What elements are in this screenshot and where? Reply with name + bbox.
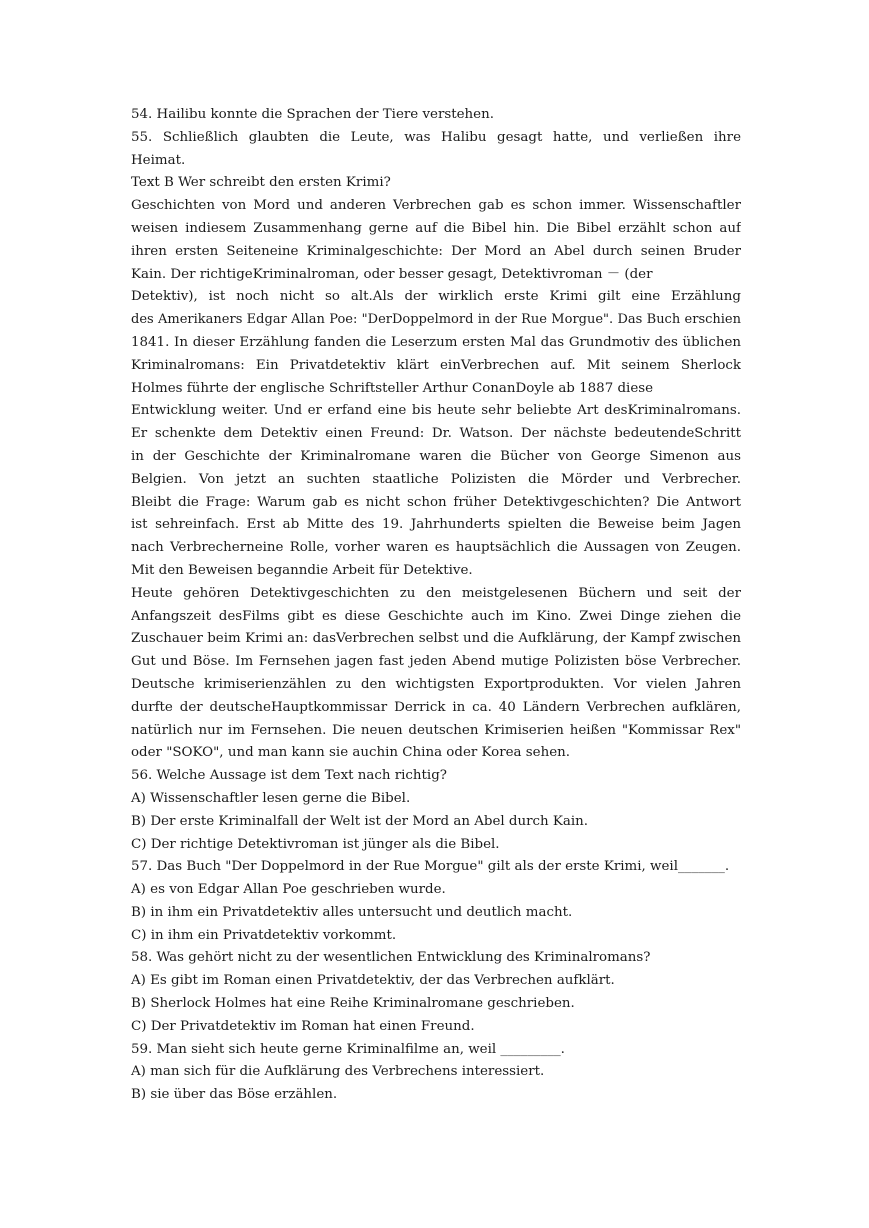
- text-line: C) Der Privatdetektiv im Roman hat einen Freund.: [131, 1018, 475, 1034]
- text-line: ist sehreinfach. Erst ab Mitte des 19. Jahrhunderts spielten die Beweise beim Jagen: [131, 517, 741, 533]
- text-line: Heute gehören Detektivgeschichten zu den meistgelesenen Büchern und seit der: [131, 585, 741, 601]
- text-line: ihren ersten Seiteneine Kriminalgeschichte: Der Mord an Abel durch seinen Bruder: [131, 243, 741, 259]
- text-line: des Amerikaners Edgar Allan Poe: "DerDoppelmord in der Rue Morgue". Das Buch erschien: [131, 312, 741, 328]
- text-line: Mit den Beweisen beganndie Arbeit für Detektive.: [131, 562, 473, 578]
- text-line: Kain. Der richtigeKriminalroman, oder besser gesagt, Detektivroman － (der: [131, 266, 653, 282]
- text-line: 59. Man sieht sich heute gerne Kriminalfilme an, weil _________.: [131, 1041, 565, 1057]
- text-line: 58. Was gehört nicht zu der wesentlichen Entwicklung des Kriminalromans?: [131, 950, 651, 966]
- text-line: B) Der erste Kriminalfall der Welt ist der Mord an Abel durch Kain.: [131, 813, 589, 829]
- text-line: 56. Welche Aussage ist dem Text nach richtig?: [131, 768, 447, 784]
- document-page: [131, 104, 741, 1107]
- text-line: in der Geschichte der Kriminalromane waren die Bücher von George Simenon aus: [131, 448, 741, 464]
- text-line: nach Verbrecherneine Rolle, vorher waren es hauptsächlich die Aussagen von Zeugen.: [131, 540, 741, 556]
- text-line: C) in ihm ein Privatdetektiv vorkommt.: [131, 927, 397, 943]
- text-line: Zuschauer beim Krimi an: dasVerbrechen selbst und die Aufklärung, der Kampf zwischen: [131, 631, 741, 647]
- text-line: 1841. In dieser Erzählung fanden die Leserzum ersten Mal das Grundmotiv des üblichen: [131, 334, 741, 350]
- text-line: B) in ihm ein Privatdetektiv alles untersucht und deutlich macht.: [131, 904, 573, 920]
- text-line: Belgien. Von jetzt an suchten staatliche Polizisten die Mörder und Verbrecher.: [131, 471, 741, 487]
- text-line: B) Sherlock Holmes hat eine Reihe Kriminalromane geschrieben.: [131, 996, 575, 1012]
- text-line: A) Wissenschaftler lesen gerne die Bibel.: [131, 790, 411, 806]
- text-line: Text B Wer schreibt den ersten Krimi?: [131, 175, 391, 191]
- text-line: A) es von Edgar Allan Poe geschrieben wurde.: [131, 882, 446, 898]
- text-line: Deutsche krimiserienzählen zu den wichtigsten Exportprodukten. Vor vielen Jahren: [131, 676, 741, 692]
- text-line: B) sie über das Böse erzählen.: [131, 1087, 338, 1103]
- text-line: Entwicklung weiter. Und er erfand eine bis heute sehr beliebte Art desKriminalromans.: [131, 403, 741, 419]
- text-line: durfte der deutscheHauptkommissar Derrick in ca. 40 Ländern Verbrechen aufklären,: [131, 699, 741, 715]
- text-line: Er schenkte dem Detektiv einen Freund: Dr. Watson. Der nächste bedeutendeSchritt: [131, 426, 741, 442]
- text-line: Holmes führte der englische Schriftsteller Arthur ConanDoyle ab 1887 diese: [131, 380, 654, 396]
- text-line: Bleibt die Frage: Warum gab es nicht schon früher Detektivgeschichten? Die Antwort: [131, 494, 741, 510]
- text-line: natürlich nur im Fernsehen. Die neuen deutschen Krimiserien heißen "Kommissar Rex": [131, 722, 741, 738]
- text-line: Detektiv), ist noch nicht so alt.Als der wirklich erste Krimi gilt eine Erzählung: [131, 289, 741, 305]
- text-line: 54. Hailibu konnte die Sprachen der Tiere verstehen.: [131, 107, 494, 122]
- text-line: 57. Das Buch "Der Doppelmord in der Rue Morgue" gilt als der erste Krimi, weil_______.: [131, 859, 730, 875]
- text-line: 55. Schließlich glaubten die Leute, was Halibu gesagt hatte, und verließen ihre: [131, 129, 741, 145]
- text-line: Geschichten von Mord und anderen Verbrechen gab es schon immer. Wissenschaftler: [131, 198, 741, 214]
- text-line: oder "SOKO", und man kann sie auchin China oder Korea sehen.: [131, 745, 571, 761]
- text-line: A) Es gibt im Roman einen Privatdetektiv, der das Verbrechen aufklärt.: [131, 973, 615, 989]
- text-line: Heimat.: [131, 152, 186, 168]
- text-line: Gut und Böse. Im Fernsehen jagen fast jeden Abend mutige Polizisten böse Verbrecher.: [131, 654, 741, 670]
- text-line: C) Der richtige Detektivroman ist jünger als die Bibel.: [131, 836, 500, 852]
- text-line: Kriminalromans: Ein Privatdetektiv klärt einVerbrechen auf. Mit seinem Sherlock: [131, 357, 741, 373]
- text-line: Anfangszeit desFilms gibt es diese Geschichte auch im Kino. Zwei Dinge ziehen die: [131, 608, 741, 624]
- text-line: A) man sich für die Aufklärung des Verbrechens interessiert.: [131, 1064, 545, 1080]
- text-line: weisen indiesem Zusammenhang gerne auf die Bibel hin. Die Bibel erzählt schon auf: [131, 220, 741, 236]
